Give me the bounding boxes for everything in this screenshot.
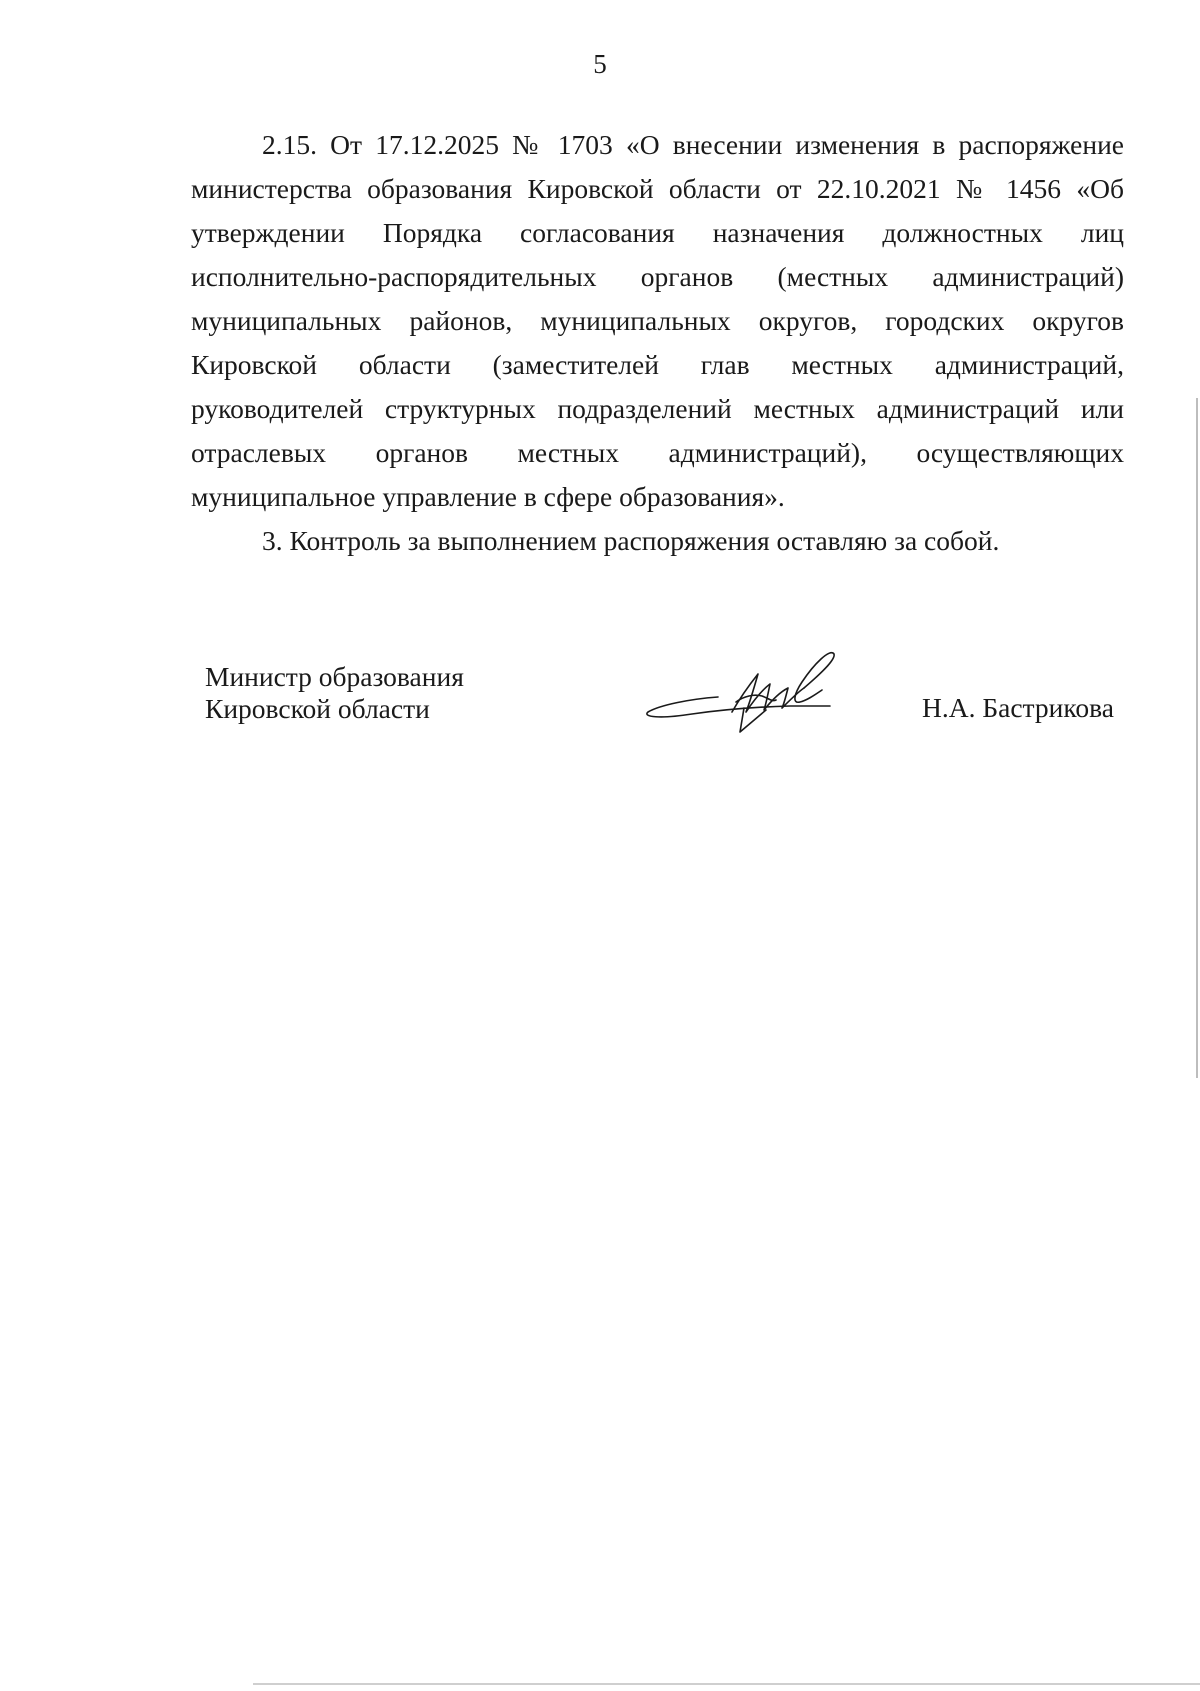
- paragraph-2-15: 2.15. От 17.12.2025 № 1703 «О внесении изменения в распоряжение министерства образования Кировской области от 22.10.2021 № 1456 «Об утверждении Порядка согласования назначения должностных лиц исполнительно-распорядительных органов (местных администраций) муниципальных районов, муниципальных округов, городских округов Кировской области (заместителей глав местных администраций, руководителей структурных подразделений местных администраций или отраслевых органов местных администраций), осуществляющих муниципальное управление в сфере образования».: [191, 129, 1124, 512]
- page-number: 5: [593, 49, 607, 79]
- handwritten-signature-icon: [640, 650, 850, 740]
- position-line-2: Кировской области: [205, 693, 430, 724]
- document-body: [191, 123, 1124, 563]
- paragraph-3: 3. Контроль за выполнением распоряжения оставляю за собой.: [262, 525, 1000, 556]
- signatory-position: [205, 661, 464, 725]
- scan-edge-line-right: [1196, 398, 1198, 1078]
- scan-edge-line-bottom: [253, 1683, 1200, 1685]
- position-line-1: Министр образования: [205, 661, 464, 692]
- signatory-name: Н.А. Бастрикова: [922, 692, 1114, 723]
